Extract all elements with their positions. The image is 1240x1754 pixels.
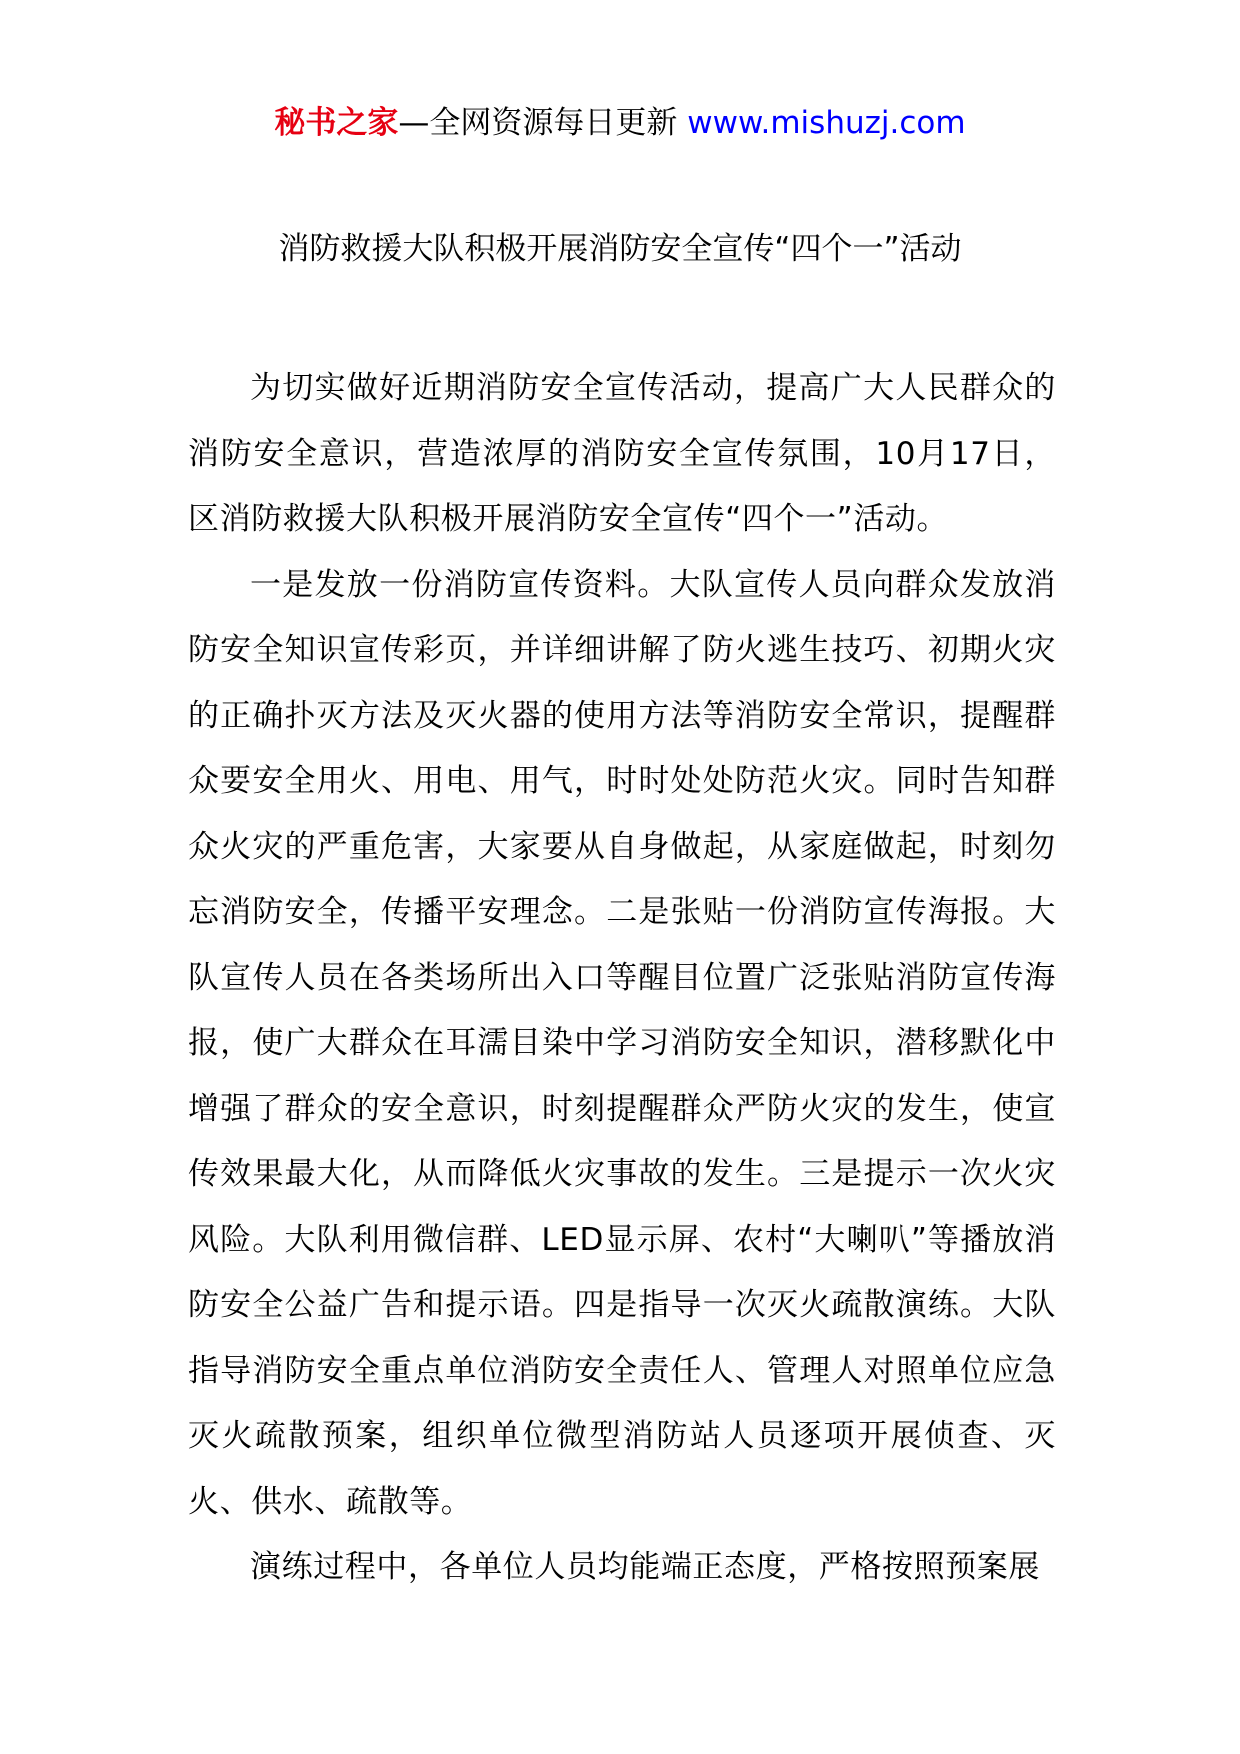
document-title: 消防救援大队积极开展消防安全宣传“四个一”活动	[278, 231, 962, 267]
paragraph-drill: 演练过程中，各单位人员均能端正态度，严格按照预案展	[250, 1549, 1040, 1585]
site-url-link[interactable]: www.mishuzj.com	[687, 105, 966, 141]
site-header	[0, 100, 1240, 146]
paragraph-activities: 一是发放一份消防宣传资料。大队宣传人员向群众发放消防安全知识宣传彩页，并详细讲解了防火逃生技巧、初期火灾的正确扑灭方法及灭火器的使用方法等消防安全常识，提醒群众要安全用火、用电、用气，时时处处防范火灾。同时告知群众火灾的严重危害，大家要从自身做起，从家庭做起，时刻勿忘消防安全，传播平安理念。二是张贴一份消防宣传海报。大队宣传人员在各类场所出入口等醒目位置广泛张贴消防宣传海报，使广大群众在耳濡目染中学习消防安全知识，潜移默化中增强了群众的安全意识，时刻提醒群众严防火灾的发生，使宣传效果最大化，从而降低火灾事故的发生。三是提示一次火灾风险。大队利用微信群、LED显示屏、农村“大喇叭”等播放消防安全公益广告和提示语。四是指导一次灭火疏散演练。大队指导消防安全重点单位消防安全责任人、管理人对照单位应急灭火疏散预案，组织单位微型消防站人员逐项开展侦查、灭火、供水、疏散等。	[188, 566, 1056, 1520]
paragraph-intro: 为切实做好近期消防安全宣传活动，提高广大人民群众的消防安全意识，营造浓厚的消防安全宣传氛围，10月17日，区消防救援大队积极开展消防安全宣传“四个一”活动。	[188, 370, 1056, 537]
site-slogan: 全网资源每日更新	[429, 105, 678, 141]
site-brand: 秘书之家	[274, 105, 399, 141]
document-body	[188, 356, 1056, 1601]
header-dash: —	[398, 105, 430, 141]
